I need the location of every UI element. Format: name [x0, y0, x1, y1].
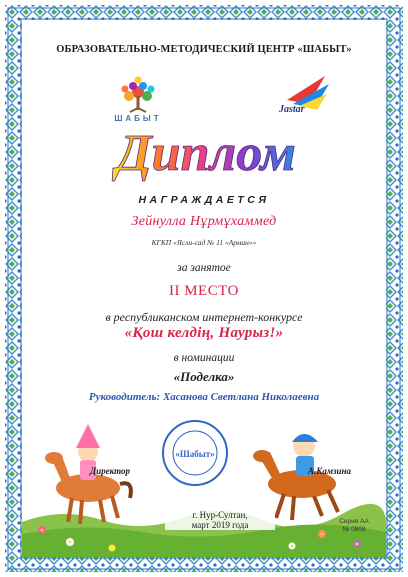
series-label: Серия АА [339, 518, 369, 525]
city-date [165, 510, 275, 530]
shabyt-logo-caption: ШАБЫТ [114, 114, 162, 123]
director-label: Директор [90, 466, 130, 476]
nomination-name: «Поделка» [173, 369, 235, 384]
organization-header: ОБРАЗОВАТЕЛЬНО-МЕТОДИЧЕСКИЙ ЦЕНТР «ШАБЫТ» [56, 44, 352, 55]
jastar-logo-caption: Jastar [279, 104, 305, 115]
contest-label: в республиканском интернет-конкурсе [105, 310, 303, 324]
awarded-heading: НАГРАЖДАЕТСЯ [138, 194, 270, 206]
series-number [334, 518, 374, 534]
signatory-name: А.Камзина [308, 466, 352, 476]
institution-name: КГКП «Ясли-сад № 11 «Арман»» [151, 238, 257, 247]
diploma-title [96, 122, 316, 182]
contest-name: «Қош келдің, Наурыз!» [124, 325, 284, 341]
jastar-logo-icon [275, 70, 335, 124]
took-label: за занятое [177, 262, 231, 274]
city-line: г. Нур-Султан, [192, 510, 248, 520]
stamp-text: «Шабыт» [175, 449, 215, 459]
nomination-label: в номинации [173, 352, 235, 364]
place-label: II МЕСТО [168, 283, 240, 299]
official-stamp [160, 418, 230, 488]
date-line: март 2019 года [191, 520, 249, 530]
diploma-title-text: Диплом [116, 125, 296, 182]
number-label: № 0808 [342, 526, 366, 533]
recipient-name: Зейнулла Нұрмұхаммед [131, 214, 277, 229]
leader-line: Руководитель: Хасанова Светлана Николаевна [88, 391, 320, 403]
